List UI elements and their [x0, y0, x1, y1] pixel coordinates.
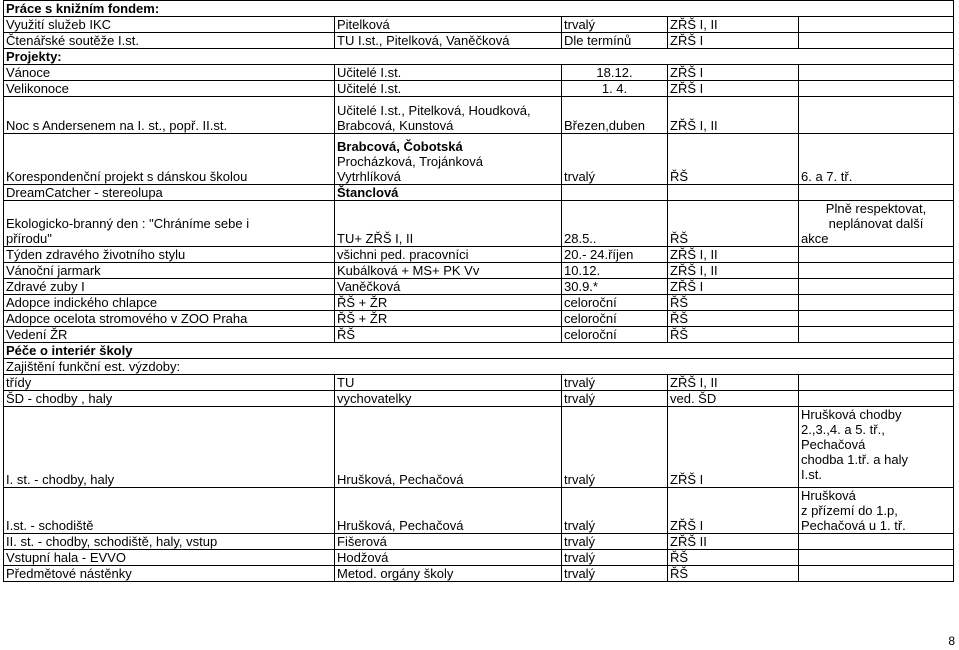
term-cell: trvalý	[562, 407, 668, 488]
note-line: Plně respektovat,	[825, 201, 927, 216]
note-line: Hrušková chodby	[801, 407, 902, 422]
control-cell: ZŘŠ I, II	[668, 247, 799, 263]
note-line: 2.,3.,4. a 5. tř.,	[801, 422, 885, 437]
table-row	[4, 97, 954, 134]
note-cell	[799, 247, 954, 263]
responsible-line: Brabcová, Čobotská	[337, 139, 463, 154]
term-cell: trvalý	[562, 134, 668, 185]
responsible-cell	[335, 97, 562, 134]
activity-cell: Vstupní hala - EVVO	[4, 550, 335, 566]
responsible-cell: všichni ped. pracovníci	[335, 247, 562, 263]
control-cell: ZŘŠ I	[668, 33, 799, 49]
table-row	[4, 311, 954, 327]
term-cell: trvalý	[562, 534, 668, 550]
responsible-cell: Metod. orgány školy	[335, 566, 562, 582]
responsible-line: Učitelé I.st., Pitelková, Houdková,	[337, 103, 531, 118]
responsible-cell: TU	[335, 375, 562, 391]
note-line: I.st.	[801, 467, 822, 482]
activity-table	[3, 0, 954, 582]
note-cell	[799, 391, 954, 407]
responsible-cell: Hodžová	[335, 550, 562, 566]
term-cell: 10.12.	[562, 263, 668, 279]
note-line: akce	[801, 231, 829, 246]
responsible-cell	[335, 134, 562, 185]
control-cell: ŘŠ	[668, 134, 799, 185]
table-row	[4, 247, 954, 263]
activity-cell: Využití služeb IKC	[4, 17, 335, 33]
activity-cell: Adopce ocelota stromového v ZOO Praha	[4, 311, 335, 327]
note-cell	[799, 534, 954, 550]
note-cell	[799, 327, 954, 343]
table-row	[4, 295, 954, 311]
control-cell: ZŘŠ I, II	[668, 17, 799, 33]
term-cell: 20.- 24.říjen	[562, 247, 668, 263]
table-row	[4, 566, 954, 582]
control-cell: ZŘŠ I	[668, 407, 799, 488]
note-line: Pechačová	[801, 437, 866, 452]
control-cell: ŘŠ	[668, 295, 799, 311]
note-cell	[799, 65, 954, 81]
responsible-cell: ŘŠ + ŽR	[335, 295, 562, 311]
table-row	[4, 534, 954, 550]
control-cell: ZŘŠ I	[668, 81, 799, 97]
responsible-cell: ŘŠ	[335, 327, 562, 343]
responsible-cell: ŘŠ + ŽR	[335, 311, 562, 327]
control-cell: ZŘŠ I	[668, 279, 799, 295]
section-heading: Projekty:	[4, 49, 954, 65]
responsible-cell: Fišerová	[335, 534, 562, 550]
activity-line: přírodu"	[6, 231, 52, 246]
term-cell: Březen,duben	[562, 97, 668, 134]
note-cell	[799, 81, 954, 97]
responsible-cell: Hrušková, Pechačová	[335, 407, 562, 488]
term-cell: trvalý	[562, 375, 668, 391]
activity-cell: Adopce indického chlapce	[4, 295, 335, 311]
control-cell: ZŘŠ I, II	[668, 263, 799, 279]
term-cell: 1. 4.	[562, 81, 668, 97]
note-cell	[799, 375, 954, 391]
responsible-cell: Pitelková	[335, 17, 562, 33]
responsible-cell: TU I.st., Pitelková, Vaněčková	[335, 33, 562, 49]
table-row	[4, 359, 954, 375]
table-row	[4, 17, 954, 33]
note-cell	[799, 566, 954, 582]
note-cell: 6. a 7. tř.	[799, 134, 954, 185]
activity-cell: Zdravé zuby I	[4, 279, 335, 295]
responsible-cell: vychovatelky	[335, 391, 562, 407]
activity-line: Ekologicko-branný den : "Chráníme sebe i	[6, 216, 250, 231]
term-cell: celoroční	[562, 327, 668, 343]
table-row	[4, 263, 954, 279]
note-line: neplánovat další	[828, 216, 924, 231]
page-number: 8	[948, 634, 955, 648]
activity-cell: třídy	[4, 375, 335, 391]
note-cell	[799, 33, 954, 49]
control-cell: ŘŠ	[668, 201, 799, 247]
note-line: z přízemí do 1.p,	[801, 503, 898, 518]
term-cell: trvalý	[562, 391, 668, 407]
table-row	[4, 327, 954, 343]
responsible-cell: Vaněčková	[335, 279, 562, 295]
responsible-line: Brabcová, Kunstová	[337, 118, 454, 133]
activity-cell: Čtenářské soutěže I.st.	[4, 33, 335, 49]
table-row	[4, 391, 954, 407]
note-line: Pechačová u 1. tř.	[801, 518, 906, 533]
term-cell: 28.5..	[562, 201, 668, 247]
note-cell	[799, 311, 954, 327]
section-heading: Péče o interiér školy	[4, 343, 954, 359]
term-cell: trvalý	[562, 488, 668, 534]
activity-cell	[4, 201, 335, 247]
responsible-cell: Učitelé I.st.	[335, 65, 562, 81]
term-cell: trvalý	[562, 566, 668, 582]
activity-cell: Velikonoce	[4, 81, 335, 97]
table-row	[4, 81, 954, 97]
note-cell	[799, 201, 954, 247]
responsible-cell: Kubálková + MS+ PK Vv	[335, 263, 562, 279]
activity-cell: II. st. - chodby, schodiště, haly, vstup	[4, 534, 335, 550]
control-cell: ZŘŠ I, II	[668, 97, 799, 134]
activity-cell: Vánoce	[4, 65, 335, 81]
responsible-cell: Učitelé I.st.	[335, 81, 562, 97]
control-cell: ŘŠ	[668, 566, 799, 582]
activity-cell: I. st. - chodby, haly	[4, 407, 335, 488]
table-row	[4, 33, 954, 49]
note-cell	[799, 295, 954, 311]
activity-cell: Vedení ŽR	[4, 327, 335, 343]
control-cell: ZŘŠ I	[668, 65, 799, 81]
activity-cell: Korespondenční projekt s dánskou školou	[4, 134, 335, 185]
term-cell: trvalý	[562, 17, 668, 33]
table-row	[4, 279, 954, 295]
responsible-line: Vytrhlíková	[337, 169, 401, 184]
table-row	[4, 201, 954, 247]
activity-cell: Předmětové nástěnky	[4, 566, 335, 582]
table-row	[4, 49, 954, 65]
table-row	[4, 1, 954, 17]
term-cell: Dle termínů	[562, 33, 668, 49]
table-row	[4, 65, 954, 81]
table-row	[4, 488, 954, 534]
table-row	[4, 375, 954, 391]
activity-cell: Týden zdravého životního stylu	[4, 247, 335, 263]
activity-cell: DreamCatcher - stereolupa	[4, 185, 335, 201]
control-cell: ŘŠ	[668, 311, 799, 327]
table-row	[4, 407, 954, 488]
activity-cell: ŠD - chodby , haly	[4, 391, 335, 407]
table-row	[4, 343, 954, 359]
note-cell	[799, 185, 954, 201]
term-cell	[562, 185, 668, 201]
control-cell	[668, 185, 799, 201]
note-cell	[799, 263, 954, 279]
term-cell: celoroční	[562, 295, 668, 311]
term-cell: 30.9.*	[562, 279, 668, 295]
responsible-cell: Hrušková, Pechačová	[335, 488, 562, 534]
control-cell: ŘŠ	[668, 327, 799, 343]
term-cell: 18.12.	[562, 65, 668, 81]
responsible-cell: TU+ ZŘŠ I, II	[335, 201, 562, 247]
control-cell: ZŘŠ II	[668, 534, 799, 550]
note-line: Hrušková	[801, 488, 856, 503]
activity-cell: Noc s Andersenem na I. st., popř. II.st.	[4, 97, 335, 134]
note-line: chodba 1.tř. a haly	[801, 452, 908, 467]
responsible-cell: Štanclová	[335, 185, 562, 201]
note-cell	[799, 97, 954, 134]
control-cell: ved. ŠD	[668, 391, 799, 407]
table-row	[4, 134, 954, 185]
subsection-heading: Zajištění funkční est. výzdoby:	[4, 359, 954, 375]
note-cell	[799, 279, 954, 295]
note-cell	[799, 407, 954, 488]
control-cell: ZŘŠ I, II	[668, 375, 799, 391]
note-cell	[799, 17, 954, 33]
note-cell	[799, 550, 954, 566]
table-row	[4, 550, 954, 566]
table-row	[4, 185, 954, 201]
section-heading: Práce s knižním fondem:	[4, 1, 954, 17]
control-cell: ŘŠ	[668, 550, 799, 566]
responsible-line: Procházková, Trojánková	[337, 154, 483, 169]
term-cell: trvalý	[562, 550, 668, 566]
term-cell: celoroční	[562, 311, 668, 327]
activity-cell: Vánoční jarmark	[4, 263, 335, 279]
note-cell	[799, 488, 954, 534]
control-cell: ZŘŠ I	[668, 488, 799, 534]
activity-cell: I.st. - schodiště	[4, 488, 335, 534]
